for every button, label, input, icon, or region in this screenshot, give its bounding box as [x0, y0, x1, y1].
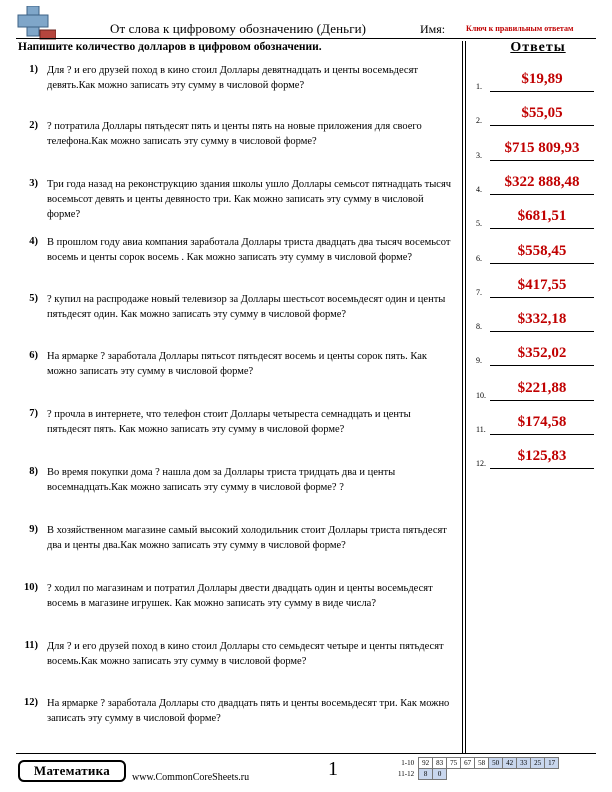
answer-number: 11.	[476, 425, 486, 434]
answer-number: 10.	[476, 391, 486, 400]
answer-value: $19,89	[521, 71, 563, 87]
answer-line	[490, 365, 594, 366]
score-row-label: 1-10	[401, 759, 415, 767]
answer-number: 12.	[476, 459, 486, 468]
answer-value: $125,83	[517, 448, 567, 464]
answer-value: $417,55	[517, 277, 567, 293]
question-text: ? прочла в интернете, что телефон стоит Доллары четыреста семнадцать и центы пятьдесят пять. Как можно записать эту сумму в числовой форме?	[47, 409, 411, 435]
answer-value: $558,45	[517, 243, 567, 259]
answer-value: $322 888,48	[504, 174, 580, 190]
answer-value: $352,02	[517, 345, 567, 361]
name-label: Имя:	[420, 22, 446, 36]
score-cell: 8	[419, 769, 433, 780]
answer-number: 3.	[476, 151, 482, 160]
answer-value: $55,05	[521, 105, 563, 121]
question-number: 5)	[29, 293, 38, 304]
answer-line	[490, 297, 594, 298]
question-number: 6)	[29, 350, 38, 361]
answer-line	[490, 125, 594, 126]
answer-key-label: Ключ к правильным ответам	[466, 24, 574, 33]
answer-value: $174,58	[517, 414, 567, 430]
answer-number: 1.	[476, 82, 482, 91]
header	[0, 0, 612, 40]
answer-column-divider	[462, 41, 466, 753]
answer-number: 6.	[476, 254, 482, 263]
question-number: 3)	[29, 178, 38, 189]
score-cell: 0	[433, 769, 447, 780]
answer-number: 8.	[476, 322, 482, 331]
question-text: В прошлом году авиа компания заработала Доллары триста двадцать два тысяч восемьсот восемь и центы сорок восемь . Как можно записать эту сумму в числовой форме?	[47, 237, 451, 263]
answer-line	[490, 434, 594, 435]
score-table	[396, 757, 559, 780]
score-cell: 58	[475, 758, 489, 769]
answer-line	[490, 468, 594, 469]
score-cell: 75	[447, 758, 461, 769]
score-cell: 17	[545, 758, 559, 769]
question-number: 10)	[24, 582, 38, 593]
score-cell: 92	[419, 758, 433, 769]
answer-line	[490, 400, 594, 401]
score-cell: 42	[503, 758, 517, 769]
score-row-label: 11-12	[398, 770, 415, 778]
answers-title: Ответы	[510, 40, 566, 55]
question-text: На ярмарке ? заработала Доллары пятьсот пятьдесят восемь и центы сорок пять. Как можно записать эту сумму в числовой форме?	[47, 351, 427, 377]
answer-number: 5.	[476, 219, 482, 228]
answer-line	[490, 160, 594, 161]
question-number: 1)	[29, 64, 38, 75]
answer-number: 2.	[476, 116, 482, 125]
score-cell: 83	[433, 758, 447, 769]
question-number: 4)	[29, 236, 38, 247]
answer-value: $715 809,93	[504, 140, 580, 156]
answer-line	[490, 228, 594, 229]
page-number: 1	[328, 758, 338, 780]
answer-value: $681,51	[517, 208, 567, 224]
answer-number: 7.	[476, 288, 482, 297]
page-title: От слова к цифровому обозначению (Деньги)	[110, 21, 367, 36]
question-number: 7)	[29, 408, 38, 419]
question-number: 8)	[29, 466, 38, 477]
question-text: На ярмарке ? заработала Доллары сто двадцать пять и центы восемьдесят три. Как можно записать эту сумму в числовой форме?	[47, 698, 450, 724]
question-text: ? купил на распродаже новый телевизор за Доллары шестьсот восемьдесят один и центы пятьдесят один. Как можно записать эту сумму в числовой форме?	[47, 294, 446, 320]
answer-number: 9.	[476, 356, 482, 365]
score-cell: 25	[531, 758, 545, 769]
question-text: Три года назад на реконструкцию здания школы ушло Доллары семьсот пятнадцать тысяч восемьсот девять и центы девяносто три. Как можно записать эту сумму в числовой форме?	[47, 179, 452, 220]
answer-value: $332,18	[517, 311, 567, 327]
question-text: Во время покупки дома ? нашла дом за Доллары триста тридцать два и центы восемнадцать.Как можно записать эту сумму в числовой форме? ?	[47, 467, 396, 493]
answer-line	[490, 91, 594, 92]
question-text: ? ходил по магазинам и потратил Доллары двести двадцать один и центы восемьдесят восемь в магазине игрушек. Как можно записать эту сумму в виде числа?	[47, 583, 433, 609]
score-cell: 33	[517, 758, 531, 769]
question-number: 2)	[29, 120, 38, 131]
answer-line	[490, 194, 594, 195]
score-cell: 50	[489, 758, 503, 769]
answer-line	[490, 263, 594, 264]
score-cell: 67	[461, 758, 475, 769]
plus-logo-icon	[16, 6, 56, 40]
answer-number: 4.	[476, 185, 482, 194]
question-number: 9)	[29, 524, 38, 535]
header-divider	[16, 38, 596, 39]
instruction: Напишите количество долларов в цифровом обозначении.	[18, 41, 322, 53]
question-text: ? потратила Доллары пятьдесят пять и центы пять на новые приложения для своего телефона.Как можно записать эту сумму в числовой форме?	[47, 121, 422, 147]
question-text: Для ? и его друзей поход в кино стоил Доллары девятнадцать и центы восемьдесят девять.Как можно записать эту сумму в числовой форме?	[47, 65, 418, 91]
footer-brand-badge: Математика	[18, 760, 126, 782]
question-number: 11)	[24, 640, 38, 651]
footer-url: www.CommonCoreSheets.ru	[132, 772, 250, 783]
question-number: 12)	[24, 697, 38, 708]
answer-value: $221,88	[517, 380, 567, 396]
question-text: В хозяйственном магазине самый высокий холодильник стоит Доллары триста пятьдесят два и центы два.Как можно записать эту сумму в числовой форме?	[47, 525, 447, 551]
answer-line	[490, 331, 594, 332]
question-text: Для ? и его друзей поход в кино стоил Доллары сто семьдесят четыре и центы пятьдесят восемь.Как можно записать эту сумму в числовой форме?	[47, 641, 444, 667]
footer-divider	[16, 753, 596, 754]
